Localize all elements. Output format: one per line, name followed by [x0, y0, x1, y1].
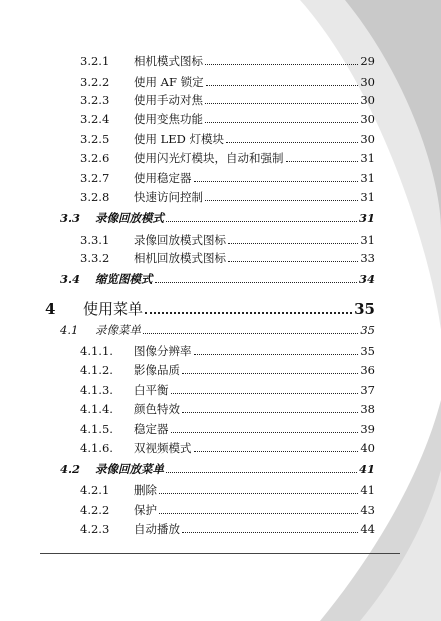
- toc-entry-number: 3.2.5: [80, 132, 110, 146]
- toc-entry[interactable]: [80, 92, 375, 108]
- toc-entry-title: 删除: [134, 483, 157, 497]
- toc-entry[interactable]: [80, 170, 375, 186]
- toc-entry-number: 4.2.2: [80, 503, 110, 517]
- toc-entry[interactable]: [80, 502, 375, 518]
- toc-entry-number: 3.3: [60, 211, 81, 225]
- toc-dot-leader: [159, 492, 358, 494]
- toc-entry-title: 影像品质: [134, 363, 180, 377]
- toc-entry[interactable]: [45, 298, 375, 320]
- toc-entry-title: 白平衡: [134, 383, 169, 397]
- toc-dot-leader: [228, 242, 358, 244]
- toc-dot-leader: [228, 260, 358, 262]
- toc-entry-page-number: 33: [360, 251, 375, 265]
- toc-entry-number: 3.2.1: [80, 54, 110, 68]
- toc-dot-leader: [205, 121, 358, 123]
- toc-entry-title: 使用菜单: [83, 300, 144, 318]
- toc-entry[interactable]: [80, 521, 375, 537]
- toc-entry-number: 3.2.3: [80, 93, 110, 107]
- toc-entry-number: 3.2.4: [80, 112, 110, 126]
- toc-entry-page-number: 35: [360, 323, 375, 337]
- toc-entry-title: 保护: [134, 503, 157, 517]
- toc-dot-leader: [226, 141, 358, 143]
- toc-entry[interactable]: [80, 189, 375, 205]
- toc-dot-leader: [205, 199, 358, 201]
- toc-entry-number: 4.1.2.: [80, 363, 113, 377]
- toc-dot-leader: [155, 281, 357, 283]
- toc-entry-number: 4.2: [60, 462, 81, 476]
- toc-entry[interactable]: [80, 232, 375, 248]
- toc-entry-page-number: 34: [358, 272, 375, 286]
- toc-entry-page-number: 29: [360, 54, 375, 68]
- toc-entry-title: 使用 LED 灯模块: [134, 132, 225, 146]
- toc-dot-leader: [159, 512, 358, 514]
- toc-entry-number: 3.2.8: [80, 190, 110, 204]
- toc-entry-number: 4.1.6.: [80, 441, 113, 455]
- toc-entry-number: 4.1.3.: [80, 383, 113, 397]
- toc-entry-title: 录像回放模式图标: [134, 233, 226, 247]
- toc-dot-leader: [182, 531, 358, 533]
- toc-entry[interactable]: [80, 111, 375, 127]
- toc-entry-title: 使用 AF 锁定: [134, 75, 204, 89]
- toc-dot-leader: [166, 220, 357, 222]
- toc-dot-leader: [145, 311, 352, 314]
- toc-entry-page-number: 41: [358, 462, 375, 476]
- toc-entry-title: 稳定器: [134, 422, 169, 436]
- toc-entry-number: 4.1.5.: [80, 422, 113, 436]
- toc-entry-title: 图像分辨率: [134, 344, 192, 358]
- toc-dot-leader: [182, 372, 358, 374]
- toc-entry-title: 录像回放菜单: [95, 462, 164, 476]
- toc-dot-leader: [194, 450, 359, 452]
- toc-dot-leader: [171, 392, 359, 394]
- toc-entry-page-number: 31: [360, 171, 375, 185]
- toc-entry[interactable]: [80, 382, 375, 398]
- toc-entry[interactable]: [80, 343, 375, 359]
- toc-entry-title: 使用闪光灯模块，自动和强制: [134, 151, 284, 165]
- toc-entry-number: 3.3.2: [80, 251, 110, 265]
- toc-entry-title: 双视频模式: [134, 441, 192, 455]
- toc-entry-page-number: 30: [360, 75, 375, 89]
- toc-entry-page-number: 44: [360, 522, 375, 536]
- toc-entry[interactable]: [80, 131, 375, 147]
- toc-entry-number: 3.4: [60, 272, 81, 286]
- toc-dot-leader: [171, 431, 359, 433]
- toc-entry-title: 录像菜单: [95, 323, 141, 337]
- toc-entry-title: 颜色特效: [134, 402, 180, 416]
- toc-entry[interactable]: [80, 482, 375, 498]
- toc-dot-leader: [194, 353, 359, 355]
- toc-entry-number: 4.1.1.: [80, 344, 113, 358]
- toc-entry-page-number: 35: [360, 344, 375, 358]
- toc-entry-title: 快速访问控制: [134, 190, 203, 204]
- toc-entry-page-number: 30: [360, 132, 375, 146]
- toc-entry-number: 3.2.2: [80, 75, 110, 89]
- toc-entry-page-number: 38: [360, 402, 375, 416]
- toc-entry-page-number: 31: [360, 151, 375, 165]
- toc-entry-number: 3.2.7: [80, 171, 110, 185]
- toc-entry-title: 相机模式图标: [134, 54, 203, 68]
- toc-entry[interactable]: [60, 322, 375, 338]
- toc-dot-leader: [194, 180, 359, 182]
- toc-entry-number: 3.2.6: [80, 151, 110, 165]
- toc-entry[interactable]: [60, 210, 375, 226]
- toc-entry-title: 使用稳定器: [134, 171, 192, 185]
- toc-dot-leader: [182, 411, 358, 413]
- toc-entry-page-number: 40: [360, 441, 375, 455]
- toc-entry-title: 缩览图模式: [95, 272, 153, 286]
- toc-entry-number: 4.1.4.: [80, 402, 113, 416]
- toc-entry-number: 4.1: [60, 323, 79, 337]
- toc-entry-page-number: 35: [354, 300, 375, 318]
- toc-entry[interactable]: [80, 421, 375, 437]
- toc-entry-page-number: 31: [360, 233, 375, 247]
- footer-rule: [40, 553, 400, 554]
- toc-entry-page-number: 36: [360, 363, 375, 377]
- toc-entry-number: 4.2.3: [80, 522, 110, 536]
- toc-dot-leader: [143, 332, 358, 334]
- toc-dot-leader: [286, 160, 359, 162]
- toc-entry-title: 相机回放模式图标: [134, 251, 226, 265]
- toc-entry-title: 录像回放模式: [95, 211, 164, 225]
- toc-entry-number: 3.3.1: [80, 233, 110, 247]
- toc-entry[interactable]: [80, 53, 375, 69]
- toc-dot-leader: [205, 63, 358, 65]
- toc-entry[interactable]: [60, 461, 375, 477]
- toc-entry[interactable]: [80, 401, 375, 417]
- toc-entry[interactable]: [80, 150, 375, 166]
- toc-entry-page-number: 31: [358, 211, 375, 225]
- toc-entry-title: 使用变焦功能: [134, 112, 203, 126]
- toc-dot-leader: [206, 84, 359, 86]
- toc-entry[interactable]: [80, 362, 375, 378]
- toc-entry-page-number: 37: [360, 383, 375, 397]
- toc-entry-page-number: 30: [360, 93, 375, 107]
- toc-entry-title: 使用手动对焦: [134, 93, 203, 107]
- toc-entry[interactable]: [80, 250, 375, 266]
- toc-dot-leader: [205, 102, 358, 104]
- toc-entry-number: 4.2.1: [80, 483, 110, 497]
- toc-entry-title: 自动播放: [134, 522, 180, 536]
- toc-dot-leader: [166, 471, 357, 473]
- toc-entry-page-number: 43: [360, 503, 375, 517]
- toc-entry-number: 4: [45, 300, 56, 318]
- toc-entry-page-number: 30: [360, 112, 375, 126]
- toc-entry-page-number: 39: [360, 422, 375, 436]
- toc-entry-page-number: 41: [360, 483, 375, 497]
- toc-entry[interactable]: [80, 440, 375, 456]
- toc-entry[interactable]: [60, 271, 375, 287]
- toc-entry-page-number: 31: [360, 190, 375, 204]
- toc-entry[interactable]: [80, 74, 375, 90]
